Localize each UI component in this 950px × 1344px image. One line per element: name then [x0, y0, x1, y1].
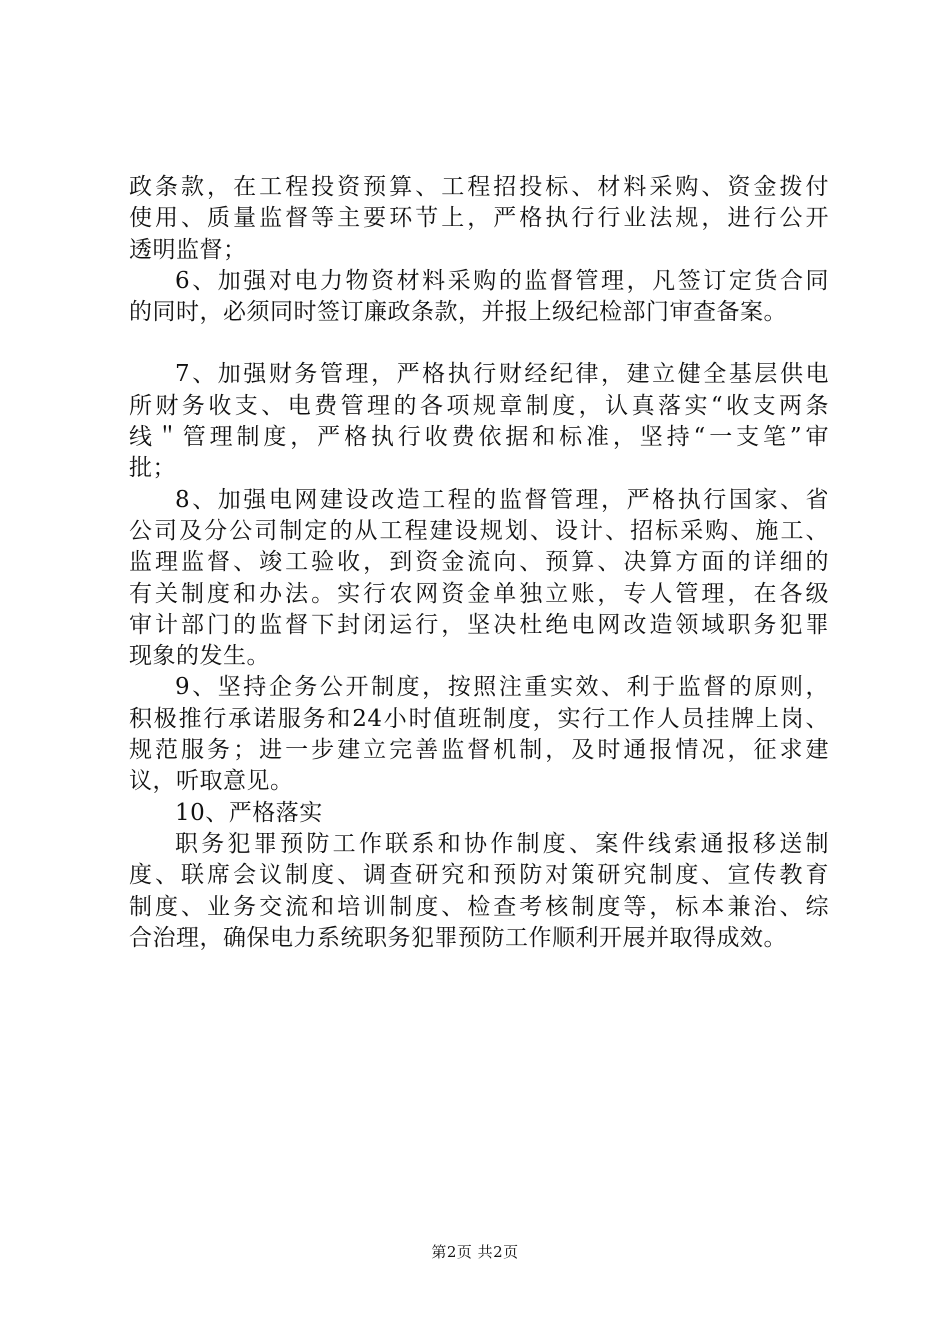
paragraph-gap: [129, 328, 829, 359]
text-line: 现象的发生。: [129, 643, 270, 670]
paragraph: [129, 266, 829, 329]
paragraph: [129, 359, 829, 484]
text-line: 监理监督、竣工验收，到资金流向、预算、决算方面的详细的: [129, 549, 829, 576]
text-line: 10、严格落实: [175, 799, 323, 826]
text-line: 8、加强电网建设改造工程的监督管理，严格执行国家、省: [175, 486, 829, 513]
paragraph: [129, 672, 829, 797]
text-line: 合治理，确保电力系统职务犯罪预防工作顺利开展并取得成效。: [129, 924, 787, 951]
text-line: 9、坚持企务公开制度，按照注重实效、利于监督的原则，: [175, 674, 829, 701]
text-line: 度、联席会议制度、调查研究和预防对策研究制度、宣传教育: [129, 862, 829, 889]
text-line: 的同时，必须同时签订廉政条款，并报上级纪检部门审查备案。: [129, 299, 787, 326]
paragraph: [129, 172, 829, 266]
text-line: 职务犯罪预防工作联系和协作制度、案件线索通报移送制: [175, 830, 829, 857]
text-line: 政条款，在工程投资预算、工程招投标、材料采购、资金拨付: [129, 174, 829, 200]
text-line: 6、加强对电力物资材料采购的监督管理，凡签订定货合同: [175, 267, 829, 294]
page-footer: 第2页 共2页: [431, 1243, 519, 1261]
paragraph: [129, 829, 829, 954]
text-line: 积极推行承诺服务和24小时值班制度，实行工作人员挂牌上岗、: [129, 705, 829, 732]
document-body: [129, 172, 829, 954]
text-line: 审计部门的监督下封闭运行，坚决杜绝电网改造领域职务犯罪: [129, 611, 829, 638]
text-line: 使用、质量监督等主要环节上，严格执行行业法规，进行公开: [129, 205, 829, 232]
text-line: 议，听取意见。: [129, 768, 294, 795]
paragraph: [129, 485, 829, 673]
text-line: 公司及分公司制定的从工程建设规划、设计、招标采购、施工、: [129, 517, 829, 544]
text-line: 线＂管理制度，严格执行收费依据和标准，坚持“一支笔”审: [129, 424, 829, 451]
paragraph: [129, 798, 829, 829]
text-line: 有关制度和办法。实行农网资金单独立账，专人管理，在各级: [129, 580, 829, 607]
text-line: 规范服务；进一步建立完善监督机制，及时通报情况，征求建: [129, 737, 829, 764]
text-line: 批；: [129, 455, 176, 482]
text-line: 透明监督；: [129, 236, 247, 263]
text-line: 制度、业务交流和培训制度、检查考核制度等，标本兼治、综: [129, 893, 829, 920]
text-line: 7、加强财务管理，严格执行财经纪律，建立健全基层供电: [175, 361, 829, 388]
text-line: 所财务收支、电费管理的各项规章制度，认真落实“收支两条: [129, 392, 829, 419]
